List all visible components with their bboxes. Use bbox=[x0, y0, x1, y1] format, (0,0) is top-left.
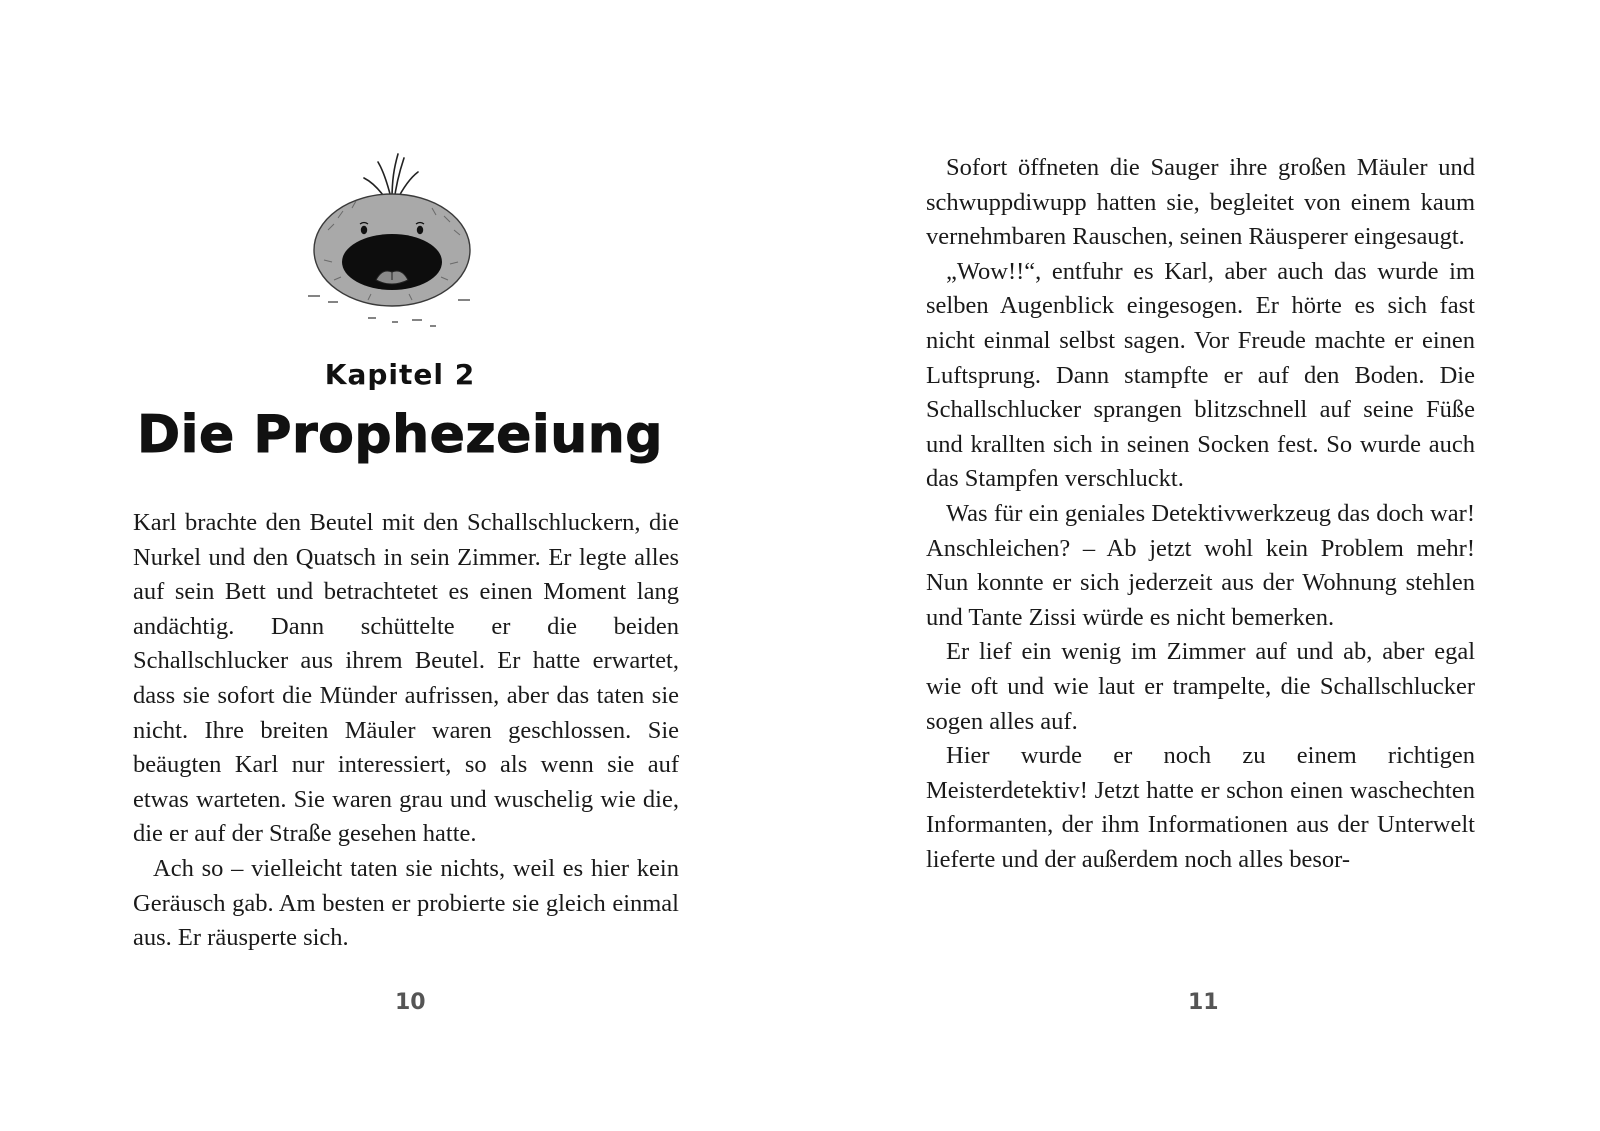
chapter-title: Die Prophezeiung bbox=[137, 405, 663, 465]
paragraph: Was für ein geniales Detektivwerkzeug das doch war! Anschleichen? – Ab jetzt wohl kein Problem mehr! Nun konnte er sich jederzeit aus der Wohnung stehlen und Tante Zissi würde es nicht bemerken. bbox=[926, 499, 1475, 631]
page-number: 10 bbox=[395, 990, 426, 1015]
right-body-text bbox=[926, 151, 1475, 877]
paragraph: Hier wurde er noch zu einem richtigen Meisterdetektiv! Jetzt hatte er schon einen waschechten Informanten, der ihm Informationen aus der Unterwelt lieferte und der außerdem noch alles besor- bbox=[926, 742, 1475, 873]
right-page bbox=[800, 0, 1600, 1131]
page-number: 11 bbox=[1188, 990, 1219, 1015]
paragraph: „Wow!!“, entfuhr es Karl, aber auch das wurde im selben Augenblick eingesogen. Er hörte es sich fast nicht einmal selbst sagen. Vor Freude machte er einen Luftsprung. Dann stampfte er auf den Boden. Die Schallschlucker sprangen blitzschnell auf seine Füße und krallten sich in seinen Socken fest. So wurde auch das Stampfen verschluckt. bbox=[926, 257, 1475, 493]
paragraph: Er lief ein wenig im Zimmer auf und ab, aber egal wie oft und wie laut er trampelte, die Schallschlucker sogen alles auf. bbox=[926, 638, 1475, 735]
chapter-label: Kapitel 2 bbox=[324, 358, 476, 391]
paragraph: Ach so – vielleicht taten sie nichts, weil es hier kein Geräusch gab. Am besten er probierte sie gleich einmal aus. Er räusperte sich. bbox=[133, 854, 679, 952]
left-body-text bbox=[133, 506, 679, 956]
sound-swallower-illustration bbox=[308, 150, 476, 340]
paragraph: Sofort öffneten die Sauger ihre großen Mäuler und schwuppdiwupp hatten sie, begleitet von einem kaum vernehmbaren Rauschen, seinen Räusperer eingesaugt. bbox=[926, 154, 1475, 251]
paragraph: Karl brachte den Beutel mit den Schallschluckern, die Nurkel und den Quatsch in sein Zimmer. Er legte alles auf sein Bett und betrachtetet es einen Moment lang andächtig. Dann schüttelte er die beiden Schallschlucker aus ihrem Beutel. Er hatte erwartet, dass sie sofort die Münder aufrissen, aber das taten sie nicht. Ihre breiten Mäuler waren geschlossen. Sie beäugten Karl nur interessiert, so als wenn sie auf etwas warteten. Sie waren grau und wuschelig wie die, die er auf der Straße gesehen hatte. bbox=[133, 509, 679, 848]
